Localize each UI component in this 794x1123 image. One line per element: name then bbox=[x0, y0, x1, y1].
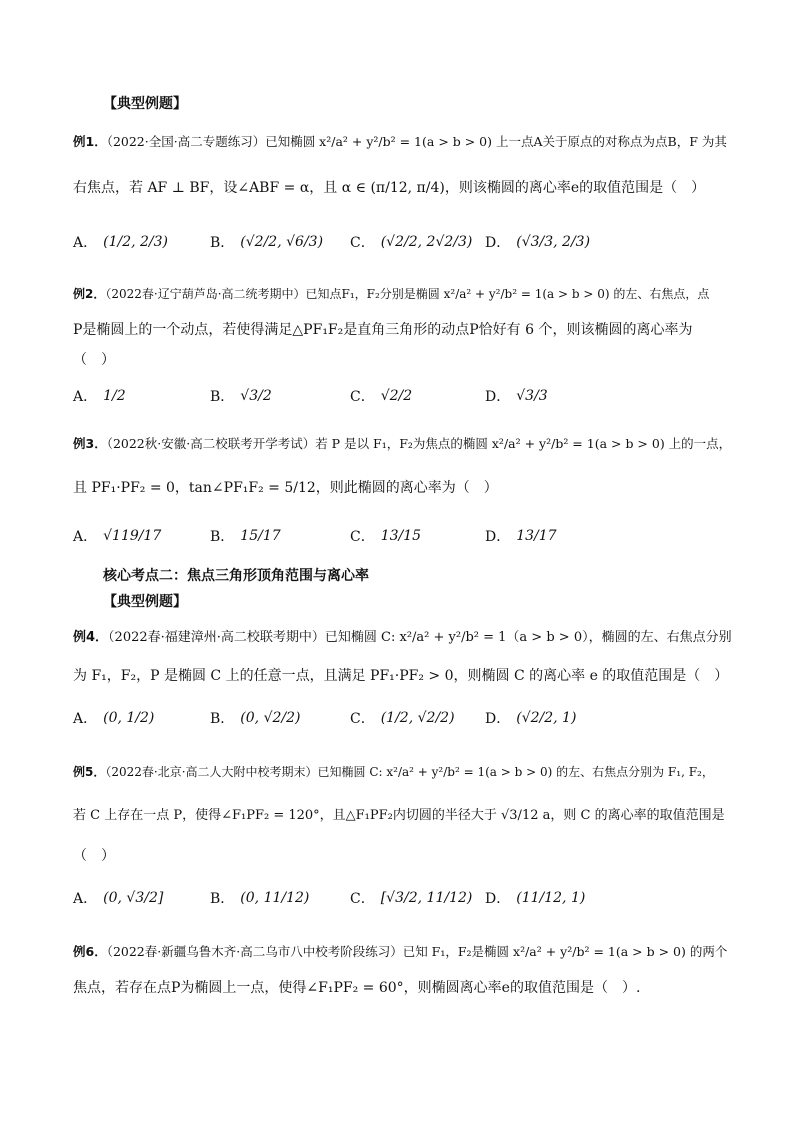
example-5-line-3: （ ） bbox=[73, 848, 115, 864]
example-2-line-2: P是椭圆上的一个动点，若使得满足△PF₁F₂是直角三角形的动点P恰好有 6 个，则该椭圆的离心率为 bbox=[73, 322, 693, 338]
example-3-line-1 bbox=[73, 434, 733, 454]
example-3-line-2: 且 PF₁·PF₂ = 0，tan∠PF₁F₂ = 5/12，则此椭圆的离心率为（ ） bbox=[73, 480, 498, 496]
example-5-line-2: 若 C 上存在一点 P，使得∠F₁PF₂ = 120°，且△F₁PF₂内切圆的半径大于 √3/12 a，则 C 的离心率的取值范围是 bbox=[73, 808, 725, 823]
example-1-options bbox=[73, 220, 733, 264]
option-c: C． [√3/2, 11/12) bbox=[350, 890, 473, 907]
example-1-line-2: 右焦点，若 AF ⊥ BF，设∠ABF = α，且 α ∈ (π/12, π/4)，则该椭圆的离心率e的取值范围是（ ） bbox=[73, 180, 706, 196]
example-3-options bbox=[73, 514, 733, 558]
example-label: 例2． bbox=[73, 287, 106, 301]
example-2-options bbox=[73, 374, 733, 418]
option-a: A． 1/2 bbox=[73, 388, 126, 405]
option-a: A． (0, √3/2] bbox=[73, 890, 164, 907]
option-b: B． (0, 11/12) bbox=[210, 890, 310, 907]
example-text: （2022春·新疆乌鲁木齐·高二乌市八中校考阶段练习）已知 F₁，F₂是椭圆 x²/a² + y²/b² = 1(a > b > 0) 的两个 bbox=[106, 944, 728, 959]
example-text: （2022春·辽宁葫芦岛·高二统考期中）已知点F₁，F₂分别是椭圆 x²/a² + y²/b² = 1(a > b > 0) 的左、右焦点，点 bbox=[105, 287, 710, 301]
example-2-line-1 bbox=[73, 284, 733, 304]
example-4-options bbox=[73, 696, 733, 740]
option-a: A． √119/17 bbox=[73, 528, 162, 545]
option-d: D． √3/3 bbox=[485, 388, 548, 405]
example-4-line-1 bbox=[73, 628, 733, 648]
example-1-line-1 bbox=[73, 132, 733, 152]
example-text: （2022春·北京·高二人大附中校考期末）已知椭圆 C: x²/a² + y²/b² = 1(a > b > 0) 的左、右焦点分别为 F₁, F₂， bbox=[105, 765, 714, 779]
option-a: A． (0, 1/2) bbox=[73, 710, 155, 727]
example-5-line-1 bbox=[73, 762, 733, 782]
example-text: （2022秋·安徽·高二校联考开学考试）若 P 是以 F₁，F₂为焦点的椭圆 x²/a² + y²/b² = 1(a > b > 0) 上的一点， bbox=[106, 436, 732, 451]
core-point-heading: 核心考点二：焦点三角形顶角范围与离心率 bbox=[103, 568, 369, 584]
option-a: A． (1/2, 2/3) bbox=[73, 234, 169, 251]
section-heading: 【典型例题】 bbox=[103, 96, 187, 112]
option-d: D． (11/12, 1) bbox=[485, 890, 586, 907]
option-c: C． (1/2, √2/2) bbox=[350, 710, 455, 727]
example-text: （2022春·福建漳州·高二校联考期中）已知椭圆 C: x²/a² + y²/b² = 1（a > b > 0），椭圆的左、右焦点分别 bbox=[108, 630, 732, 645]
option-d: D． (√2/2, 1) bbox=[485, 710, 577, 727]
option-d: D． 13/17 bbox=[485, 528, 557, 545]
example-label: 例6． bbox=[73, 944, 107, 959]
section-heading: 【典型例题】 bbox=[103, 594, 187, 610]
option-b: B． 15/17 bbox=[210, 528, 281, 545]
example-5-options bbox=[73, 876, 733, 920]
option-c: C． √2/2 bbox=[350, 388, 413, 405]
option-b: B． √3/2 bbox=[210, 388, 272, 405]
example-6-line-1 bbox=[73, 942, 733, 962]
option-c: C． (√2/2, 2√2/3) bbox=[350, 234, 473, 251]
option-c: C． 13/15 bbox=[350, 528, 422, 545]
example-2-line-3: （ ） bbox=[73, 352, 115, 368]
option-d: D． (√3/3, 2/3) bbox=[485, 234, 591, 251]
example-label: 例3． bbox=[73, 436, 107, 451]
example-4-line-2: 为 F₁，F₂，P 是椭圆 C 上的任意一点，且满足 PF₁·PF₂ > 0，则椭圆 C 的离心率 e 的取值范围是（ ） bbox=[73, 668, 729, 684]
example-label: 例5． bbox=[73, 765, 106, 779]
option-b: B． (√2/2, √6/3) bbox=[210, 234, 324, 251]
example-6-line-2: 焦点，若存在点P为椭圆上一点，使得∠F₁PF₂ = 60°，则椭圆离心率e的取值范围是（ ）. bbox=[73, 980, 641, 996]
option-b: B． (0, √2/2) bbox=[210, 710, 301, 727]
example-text: （2022·全国·高二专题练习）已知椭圆 x²/a² + y²/b² = 1(a > b > 0) 上一点A关于原点的对称点为点B，F 为其 bbox=[106, 134, 727, 149]
example-label: 例4． bbox=[73, 630, 109, 645]
example-label: 例1． bbox=[73, 134, 107, 149]
